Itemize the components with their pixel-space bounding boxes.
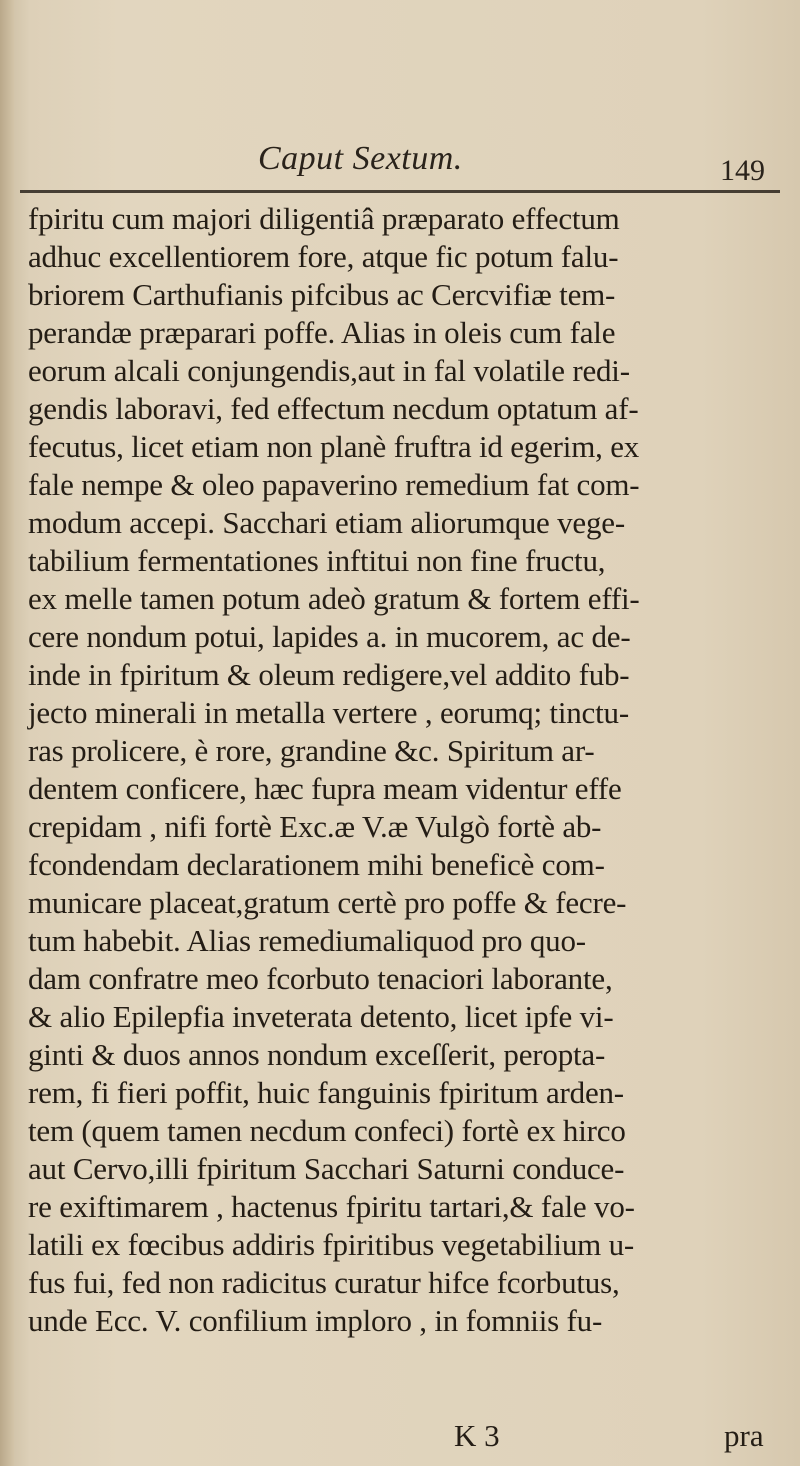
text-line: jecto minerali in metalla vertere , eorumq; tinctu-	[28, 695, 629, 730]
running-title: Caput Sextum.	[258, 140, 463, 177]
text-line: fpiritu cum majori diligentiâ præparato effectum	[28, 201, 620, 236]
text-line: briorem Carthufianis pifcibus ac Cercvifiæ tem-	[28, 277, 616, 312]
text-line: aut Cervo,illi fpiritum Sacchari Saturni conduce-	[28, 1151, 625, 1186]
text-line: perandæ præparari poffe. Alias in oleis cum fale	[28, 315, 616, 350]
text-line: fus fui, fed non radicitus curatur hifce fcorbutus,	[28, 1265, 620, 1300]
text-line: gendis laboravi, fed effectum necdum optatum af-	[28, 391, 639, 426]
text-line: ras prolicere, è rore, grandine &c. Spiritum ar-	[28, 733, 595, 768]
text-line: modum accepi. Sacchari etiam aliorumque vege-	[28, 505, 625, 540]
text-line: crepidam , nifi fortè Exc.æ V.æ Vulgò fortè ab-	[28, 809, 602, 844]
page-header	[0, 140, 800, 187]
header-rule	[20, 190, 780, 193]
text-line: re exiftimarem , hactenus fpiritu tartari,& fale vo-	[28, 1189, 635, 1224]
text-line: dentem conficere, hæc fupra meam videntur effe	[28, 771, 622, 806]
text-line: & alio Epilepfia inveterata detento, licet ipfe vi-	[28, 999, 614, 1034]
text-line: latili ex fœcibus addiris fpiritibus vegetabilium u-	[28, 1227, 635, 1262]
page-footer	[0, 1418, 800, 1458]
text-line: tum habebit. Alias remediumaliquod pro quo-	[28, 923, 586, 958]
page-number: 149	[720, 154, 765, 187]
text-line: fecutus, licet etiam non planè fruftra id egerim, ex	[28, 429, 640, 464]
page-gutter	[0, 0, 14, 1466]
body-text	[28, 200, 788, 1340]
text-line: fcondendam declarationem mihi beneficè com-	[28, 847, 605, 882]
text-line: tem (quem tamen necdum confeci) fortè ex hirco	[28, 1113, 626, 1148]
text-line: municare placeat,gratum certè pro poffe & fecre-	[28, 885, 627, 920]
text-line: adhuc excellentiorem fore, atque fic potum falu-	[28, 239, 619, 274]
text-line: unde Ecc. V. confilium imploro , in fomniis fu-	[28, 1303, 603, 1338]
text-line: inde in fpiritum & oleum redigere,vel addito fub-	[28, 657, 630, 692]
text-line: fale nempe & oleo papaverino remedium fat com-	[28, 467, 640, 502]
text-line: cere nondum potui, lapides a. in mucorem, ac de-	[28, 619, 631, 654]
text-line: eorum alcali conjungendis,aut in fal volatile redi-	[28, 353, 630, 388]
text-line: dam confratre meo fcorbuto tenaciori laborante,	[28, 961, 613, 996]
catchword: pra	[724, 1418, 764, 1453]
text-line: ex melle tamen potum adeò gratum & fortem effi-	[28, 581, 640, 616]
text-line: ginti & duos annos nondum exceſſerit, peropta-	[28, 1037, 606, 1072]
signature-mark: K 3	[454, 1418, 500, 1453]
text-line: rem, fi fieri poffit, huic fanguinis fpiritum arden-	[28, 1075, 624, 1110]
text-line: tabilium fermentationes inftitui non fine fructu,	[28, 543, 606, 578]
